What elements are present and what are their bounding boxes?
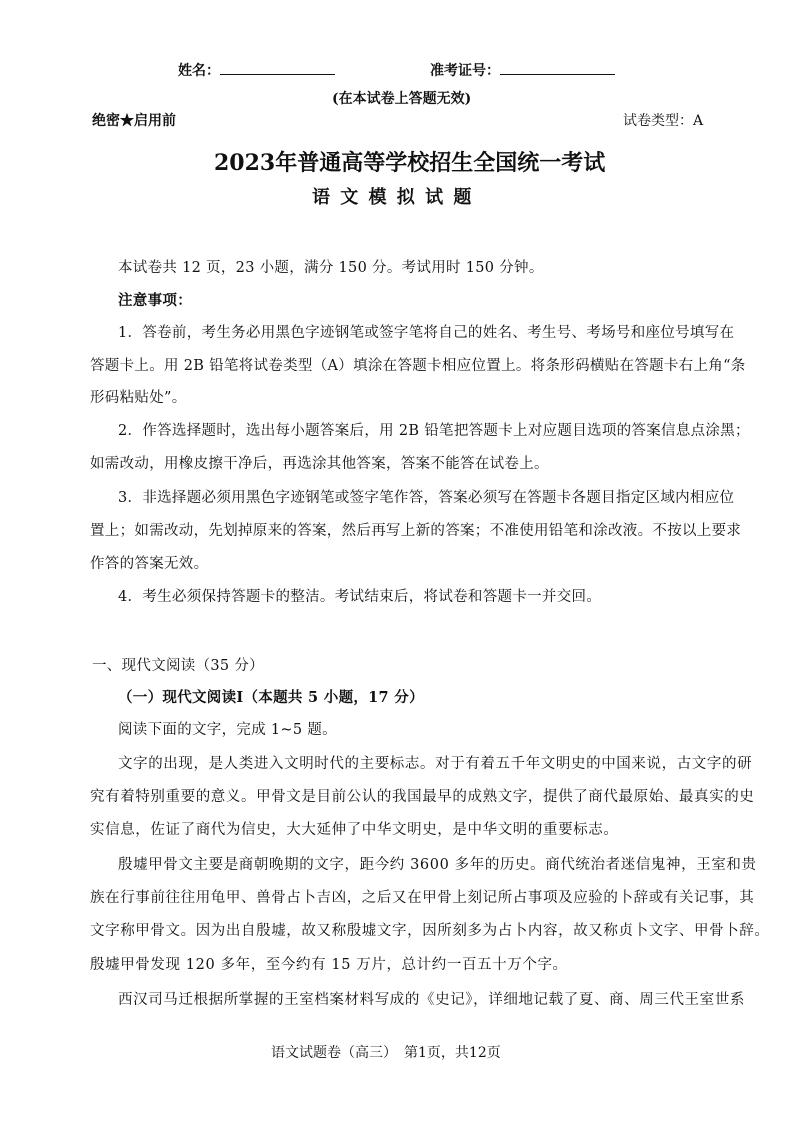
- notice-line: 置上；如需改动，先划掉原来的答案，然后再写上新的答案；不准使用铅笔和涂改液。不按以上要求: [90, 523, 742, 539]
- notice-line: 如需改动，用橡皮擦干净后，再选涂其他答案，答案不能答在试卷上。: [90, 456, 549, 472]
- notice-heading: 注意事项：: [118, 292, 192, 309]
- notice-line: 2．作答选择题时，选出每小题答案后，用 2B 铅笔把答题卡上对应题目选项的答案信息点涂黑；: [118, 423, 750, 439]
- secret-label: 绝密★启用前: [92, 113, 176, 129]
- exam-id-label: 准考证号：: [430, 63, 500, 79]
- exam-id-blank: [500, 60, 615, 75]
- passage-line: 族在行事前往往用龟甲、兽骨占卜吉凶，之后又在甲骨上刻记所占事项及应验的卜辞或有关记事，其: [90, 890, 755, 906]
- notice-line: 1．答卷前，考生务必用黑色字迹钢笔或签字笔将自己的姓名、考生号、考场号和座位号填写在: [118, 325, 735, 341]
- exam-id-field: [430, 60, 615, 80]
- passage-line: 殷墟甲骨发现 120 多年，至今约有 15 万片，总计约一百五十万个字。: [90, 957, 568, 973]
- intro-text: 本试卷共 12 页，23 小题，满分 150 分。考试用时 150 分钟。: [118, 260, 544, 276]
- section-instruction: 阅读下面的文字，完成 1~5 题。: [118, 722, 337, 738]
- page-subtitle: 语 文 模 拟 试 题: [312, 187, 474, 208]
- notice-line: 形码粘贴处”。: [90, 390, 187, 406]
- passage-line: 究有着特别重要的意义。甲骨文是目前公认的我国最早的成熟文字，提供了商代最原始、最真实的史: [90, 789, 755, 805]
- page-title: 2023年普通高等学校招生全国统一考试: [214, 150, 606, 176]
- passage-line: 文字的出现，是人类进入文明时代的主要标志。对于有着五千年文明史的中国来说，古文字的研: [118, 756, 753, 772]
- passage-line: 西汉司马迁根据所掌握的王室档案材料写成的《史记》，详细地记载了夏、商、周三代王室世系: [118, 992, 745, 1008]
- page-footer: 语文试题卷（高三） 第1页，共12页: [271, 1045, 501, 1061]
- passage-line: 实信息，佐证了商代为信史，大大延伸了中华文明史，是中华文明的重要标志。: [90, 822, 619, 838]
- paper-type: 试卷类型：A: [623, 113, 704, 129]
- notice-line: 作答的答案无效。: [90, 556, 209, 572]
- notice-line: 3．非选择题必须用黑色字迹钢笔或签字笔作答，答案必须写在答题卡各题目指定区域内相应位: [118, 490, 735, 506]
- invalid-note: (在本试卷上答题无效): [332, 91, 472, 107]
- passage-line: 殷墟甲骨文主要是商朝晚期的文字，距今约 3600 多年的历史。商代统治者迷信鬼神，王室和贵: [118, 857, 757, 873]
- section-subheading: （一）现代文阅读Ⅰ（本题共 5 小题，17 分）: [118, 689, 424, 706]
- passage-line: 文字称甲骨文。因为出自殷墟，故又称殷墟文字，因所刻多为占卜内容，故又称贞卜文字、甲骨卜辞。: [90, 923, 770, 939]
- section-heading: 一、现代文阅读（35 分）: [92, 658, 264, 674]
- name-label: 姓名：: [178, 63, 220, 79]
- notice-line: 4．考生必须保持答题卡的整洁。考试结束后，将试卷和答题卡一并交回。: [118, 589, 602, 605]
- name-field: [178, 60, 335, 80]
- name-blank: [220, 60, 335, 75]
- notice-line: 答题卡上。用 2B 铅笔将试卷类型（A）填涂在答题卡相应位置上。将条形码横贴在答题卡右上角“条: [90, 358, 746, 374]
